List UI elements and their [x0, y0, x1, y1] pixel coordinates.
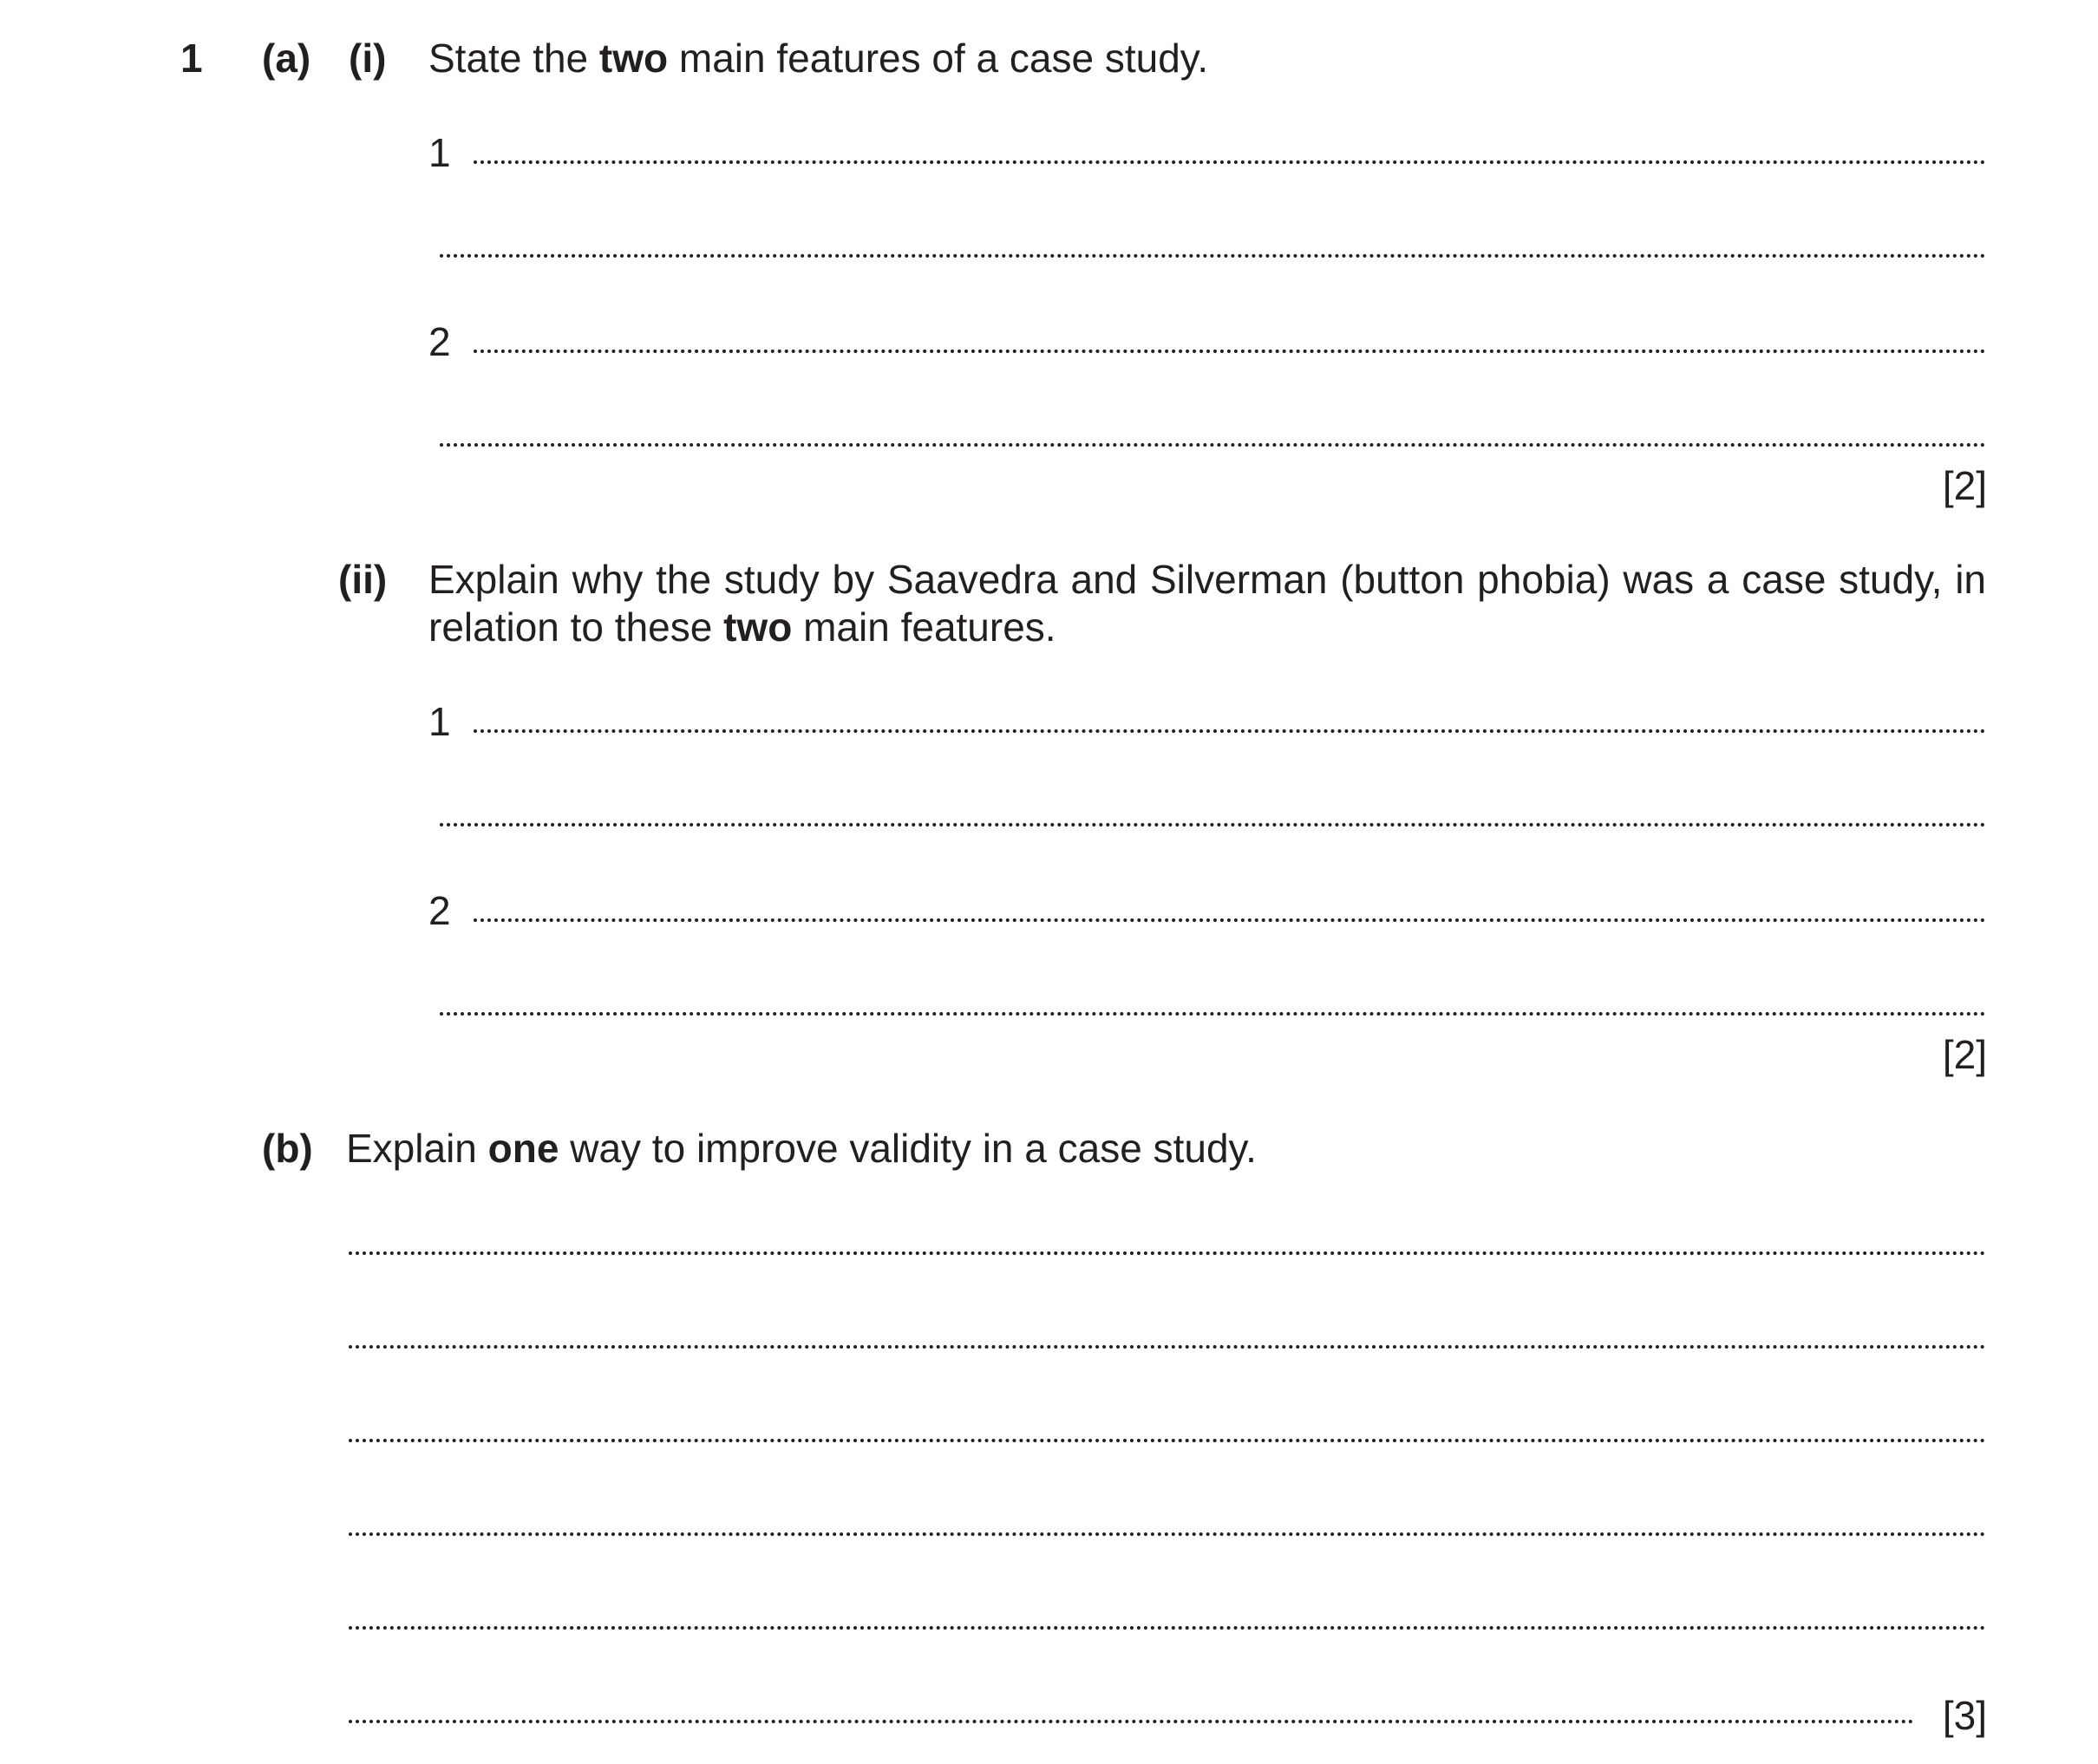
- part-b-prompt-emphasis: one: [487, 1126, 559, 1171]
- answer-line[interactable]: [349, 1720, 1914, 1723]
- sub-i-prompt-emphasis: two: [598, 36, 669, 81]
- answer-line[interactable]: [349, 1439, 1986, 1442]
- sub-ii-marks: [2]: [1942, 1032, 1987, 1077]
- sub-ii-prompt-line1: Explain why the study by Saavedra and Silverman (button phobia) was a case study, in: [428, 557, 1986, 602]
- answer-line[interactable]: [474, 350, 1986, 353]
- sub-i-marks: [2]: [1942, 463, 1987, 508]
- sub-ii-item-2-number: 2: [428, 888, 451, 933]
- answer-line[interactable]: [440, 254, 1986, 258]
- answer-line[interactable]: [474, 160, 1986, 164]
- sub-ii-label: (ii): [338, 557, 388, 602]
- sub-i-prompt-post: main features of a case study.: [668, 36, 1209, 81]
- answer-line[interactable]: [440, 1012, 1986, 1016]
- sub-ii-prompt-line2: [428, 604, 1056, 650]
- sub-ii-prompt-emphasis: two: [723, 604, 793, 650]
- answer-line[interactable]: [474, 729, 1986, 733]
- part-b-label: (b): [262, 1126, 313, 1171]
- answer-line[interactable]: [349, 1251, 1986, 1255]
- answer-line[interactable]: [474, 918, 1986, 922]
- part-b-prompt-post: way to improve validity in a case study.: [559, 1126, 1257, 1171]
- sub-i-label: (i): [349, 36, 387, 81]
- sub-i-prompt: [428, 36, 1209, 81]
- answer-line[interactable]: [440, 443, 1986, 447]
- part-b-marks: [3]: [1942, 1693, 1987, 1738]
- sub-i-item-1-number: 1: [428, 130, 451, 175]
- part-b-prompt-pre: Explain: [346, 1126, 488, 1171]
- part-b-prompt: [346, 1126, 1257, 1171]
- answer-line[interactable]: [349, 1626, 1986, 1630]
- answer-line[interactable]: [349, 1345, 1986, 1349]
- sub-i-prompt-pre: State the: [428, 36, 599, 81]
- question-number: 1: [180, 36, 203, 81]
- answer-line[interactable]: [349, 1532, 1986, 1536]
- sub-i-item-2-number: 2: [428, 319, 451, 364]
- answer-line[interactable]: [440, 823, 1986, 826]
- sub-ii-prompt-post: main features.: [792, 604, 1056, 650]
- sub-ii-item-1-number: 1: [428, 699, 451, 744]
- sub-ii-prompt-pre: relation to these: [428, 604, 724, 650]
- part-a-label: (a): [262, 36, 311, 81]
